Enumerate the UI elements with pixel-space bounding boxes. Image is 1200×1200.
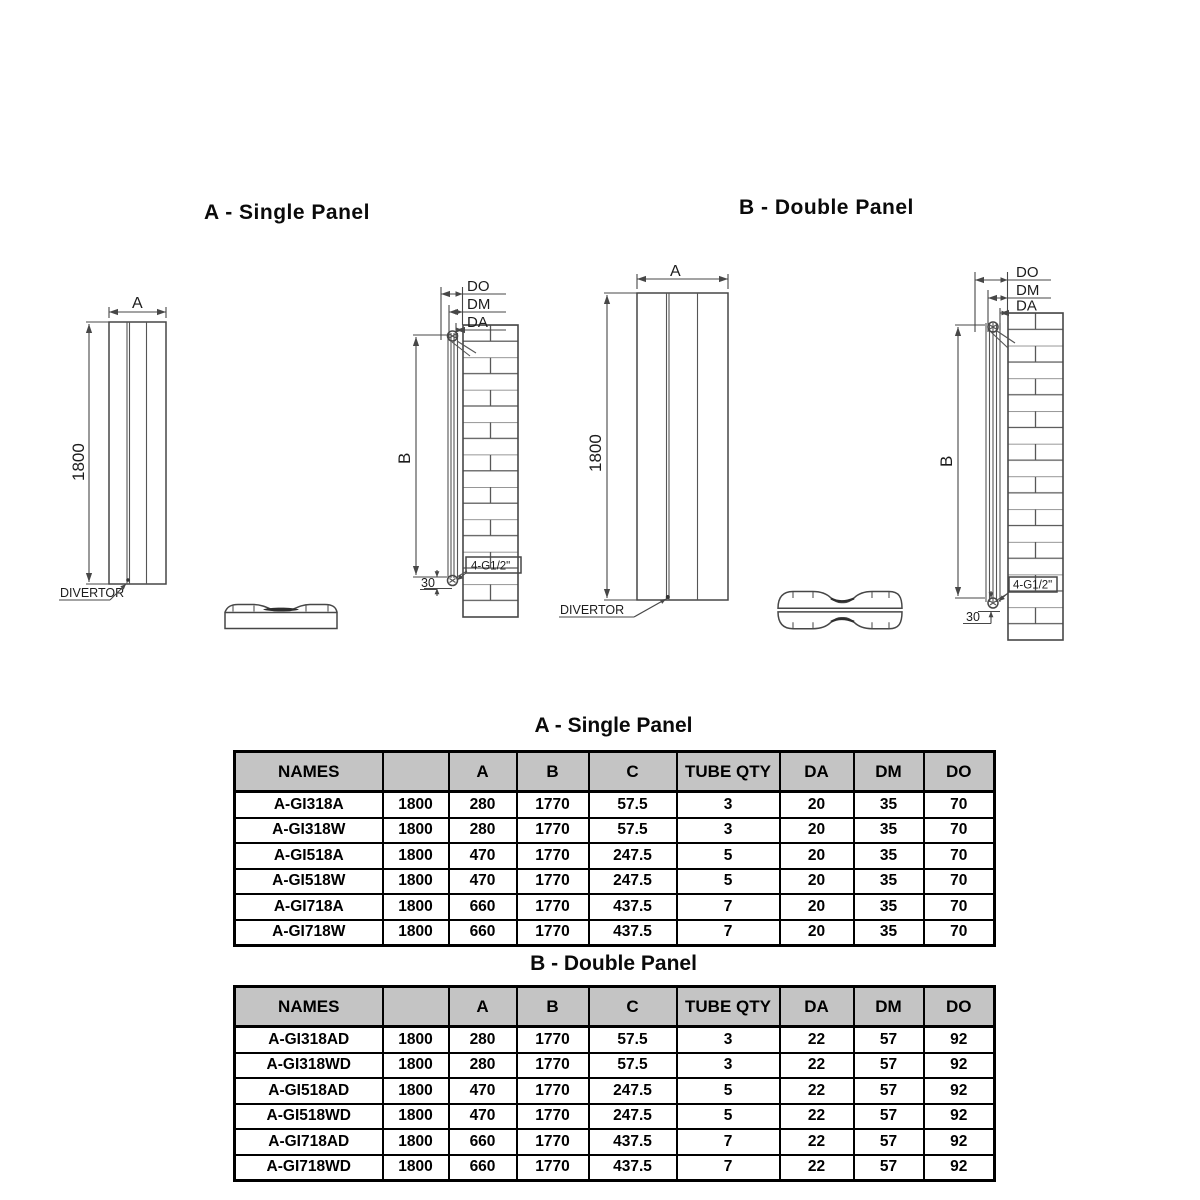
- cell: 22: [780, 1104, 854, 1130]
- cell: A-GI318WD: [235, 1053, 383, 1079]
- header-cell: DA: [780, 987, 854, 1027]
- cell: 5: [677, 1104, 780, 1130]
- cell: 57.5: [589, 1053, 677, 1079]
- table-title-single: A - Single Panel: [534, 714, 693, 737]
- cell: 57: [854, 1129, 924, 1155]
- cell: 92: [924, 1053, 995, 1079]
- height-dimension: [586, 293, 637, 600]
- label-30: 30: [421, 576, 435, 590]
- cell: 1800: [383, 818, 449, 844]
- section-title-double: B - Double Panel: [739, 196, 914, 219]
- cell: 1800: [383, 1078, 449, 1104]
- single-panel-top-view: [225, 605, 337, 629]
- cell: 1800: [383, 1027, 449, 1053]
- table-row: [235, 1027, 995, 1053]
- cell: 1770: [517, 1078, 589, 1104]
- header-cell: DA: [780, 752, 854, 792]
- cell: A-GI718AD: [235, 1129, 383, 1155]
- cell: 437.5: [589, 1129, 677, 1155]
- label-dm: DM: [1016, 282, 1040, 299]
- label-da: DA: [1016, 297, 1037, 315]
- cell: 1800: [383, 1155, 449, 1181]
- label-1800: 1800: [69, 443, 88, 481]
- cell: 57.5: [589, 818, 677, 844]
- divertor-tube-end: [126, 578, 130, 582]
- cell: A-GI718WD: [235, 1155, 383, 1181]
- cell: A-GI518A: [235, 843, 383, 869]
- cell: 437.5: [589, 894, 677, 920]
- cell: 92: [924, 1104, 995, 1130]
- height-dimension-b: [395, 335, 447, 577]
- cell: 35: [854, 894, 924, 920]
- double-panel-top-view: [778, 592, 902, 629]
- table-row: [235, 792, 995, 818]
- cell: 57: [854, 1104, 924, 1130]
- header-cell: A: [449, 752, 517, 792]
- label-a: A: [132, 295, 143, 312]
- label-b: B: [395, 452, 414, 464]
- cell: 1770: [517, 1155, 589, 1181]
- cell: 1800: [383, 1104, 449, 1130]
- cell: 57: [854, 1053, 924, 1079]
- table-row: [235, 1053, 995, 1079]
- label-do: DO: [1016, 264, 1039, 281]
- cell: 5: [677, 843, 780, 869]
- label-a: A: [670, 263, 681, 280]
- cell: 20: [780, 894, 854, 920]
- table-title-double: B - Double Panel: [530, 952, 697, 975]
- header-cell: B: [517, 987, 589, 1027]
- cell: 22: [780, 1053, 854, 1079]
- double-panel-front-view: [559, 263, 728, 617]
- cell: 1770: [517, 1027, 589, 1053]
- cell: 1770: [517, 818, 589, 844]
- header-cell: NAMES: [235, 752, 383, 792]
- divertor-callout: [59, 584, 126, 600]
- table-header-row: [235, 752, 995, 792]
- cell: A-GI318W: [235, 818, 383, 844]
- header-cell: [383, 987, 449, 1027]
- table-row: [235, 920, 995, 946]
- cell: 660: [449, 1129, 517, 1155]
- table-row: [235, 1104, 995, 1130]
- header-cell: B: [517, 752, 589, 792]
- header-cell: DO: [924, 987, 995, 1027]
- cell: 1800: [383, 894, 449, 920]
- cell: 20: [780, 869, 854, 895]
- cell: 660: [449, 894, 517, 920]
- cell: 20: [780, 792, 854, 818]
- label-1800: 1800: [586, 434, 605, 472]
- cell: 1770: [517, 920, 589, 946]
- label-do: DO: [467, 278, 490, 295]
- cell: 247.5: [589, 1078, 677, 1104]
- label-30: 30: [966, 610, 980, 624]
- cell: 5: [677, 869, 780, 895]
- cell: 1800: [383, 843, 449, 869]
- cell: 70: [924, 792, 995, 818]
- cell: 22: [780, 1129, 854, 1155]
- table-row: [235, 843, 995, 869]
- cell: 247.5: [589, 843, 677, 869]
- cell: 3: [677, 1053, 780, 1079]
- cell: 92: [924, 1027, 995, 1053]
- cell: 470: [449, 1078, 517, 1104]
- header-cell: C: [589, 752, 677, 792]
- divertor-tube-end: [666, 595, 670, 599]
- table-row: [235, 1129, 995, 1155]
- cell: 35: [854, 792, 924, 818]
- cell: 20: [780, 920, 854, 946]
- cell: 280: [449, 818, 517, 844]
- header-cell: A: [449, 987, 517, 1027]
- label-divertor: DIVERTOR: [60, 586, 125, 600]
- table-row: [235, 894, 995, 920]
- cell: 20: [780, 818, 854, 844]
- header-cell: DM: [854, 987, 924, 1027]
- cell: 1770: [517, 894, 589, 920]
- header-cell: NAMES: [235, 987, 383, 1027]
- cell: 247.5: [589, 1104, 677, 1130]
- cell: 70: [924, 869, 995, 895]
- cell: 57.5: [589, 1027, 677, 1053]
- width-dimension: [109, 295, 166, 318]
- cell: 3: [677, 792, 780, 818]
- cell: 660: [449, 1155, 517, 1181]
- double-panel-side-view: [937, 264, 1063, 640]
- cell: A-GI518AD: [235, 1078, 383, 1104]
- cell: 22: [780, 1078, 854, 1104]
- table-header-row: [235, 987, 995, 1027]
- cell: 470: [449, 843, 517, 869]
- cell: 35: [854, 869, 924, 895]
- section-title-single: A - Single Panel: [204, 201, 370, 224]
- table-row: [235, 1155, 995, 1181]
- cell: A-GI318A: [235, 792, 383, 818]
- cell: 35: [854, 818, 924, 844]
- label-dm: DM: [467, 296, 491, 313]
- cell: 7: [677, 1129, 780, 1155]
- cell: 1800: [383, 1053, 449, 1079]
- double-panel-table: [233, 985, 996, 1182]
- cell: 280: [449, 1053, 517, 1079]
- cell: 247.5: [589, 869, 677, 895]
- cell: 1800: [383, 792, 449, 818]
- cell: 1770: [517, 792, 589, 818]
- cell: 35: [854, 843, 924, 869]
- header-cell: DO: [924, 752, 995, 792]
- label-thread: 4-G1/2": [1013, 579, 1053, 592]
- cell: 470: [449, 869, 517, 895]
- cell: 1770: [517, 843, 589, 869]
- cell: 1770: [517, 1104, 589, 1130]
- cell: 437.5: [589, 1155, 677, 1181]
- header-cell: TUBE QTY: [677, 752, 780, 792]
- cell: 57: [854, 1155, 924, 1181]
- table-row: [235, 1078, 995, 1104]
- cell: A-GI318AD: [235, 1027, 383, 1053]
- width-dimension: [637, 263, 728, 289]
- cell: 1800: [383, 1129, 449, 1155]
- cell: 70: [924, 818, 995, 844]
- cell: 92: [924, 1129, 995, 1155]
- cell: 57: [854, 1027, 924, 1053]
- single-panel-side-view: [395, 278, 521, 617]
- cell: 5: [677, 1078, 780, 1104]
- cell: 470: [449, 1104, 517, 1130]
- cell: 660: [449, 920, 517, 946]
- cell: A-GI718W: [235, 920, 383, 946]
- header-cell: TUBE QTY: [677, 987, 780, 1027]
- header-cell: [383, 752, 449, 792]
- single-panel-front-view: [59, 295, 166, 600]
- cell: 1800: [383, 920, 449, 946]
- cell: 3: [677, 1027, 780, 1053]
- cell: 22: [780, 1155, 854, 1181]
- cell: 20: [780, 843, 854, 869]
- header-cell: C: [589, 987, 677, 1027]
- cell: 280: [449, 792, 517, 818]
- panel-outline: [109, 322, 166, 584]
- cell: 1800: [383, 869, 449, 895]
- height-dimension-b: [937, 325, 985, 598]
- technical-drawings: [0, 180, 1200, 680]
- cell: 7: [677, 920, 780, 946]
- table-row: [235, 818, 995, 844]
- cell: 3: [677, 818, 780, 844]
- divertor-callout: [559, 599, 666, 617]
- cell: 70: [924, 843, 995, 869]
- cell: 70: [924, 920, 995, 946]
- cell: 22: [780, 1027, 854, 1053]
- cell: 92: [924, 1155, 995, 1181]
- header-cell: DM: [854, 752, 924, 792]
- cell: 92: [924, 1078, 995, 1104]
- cell: A-GI518W: [235, 869, 383, 895]
- height-dimension: [69, 322, 109, 584]
- cell: 57: [854, 1078, 924, 1104]
- cell: 1770: [517, 869, 589, 895]
- panel-outline: [637, 293, 728, 600]
- cell: 7: [677, 894, 780, 920]
- cell: 7: [677, 1155, 780, 1181]
- label-thread: 4-G1/2": [471, 560, 511, 573]
- cell: 1770: [517, 1053, 589, 1079]
- label-divertor: DIVERTOR: [560, 603, 625, 617]
- bottom-offset-dimension: [420, 570, 452, 596]
- cell: A-GI718A: [235, 894, 383, 920]
- cell: 57.5: [589, 792, 677, 818]
- cell: 437.5: [589, 920, 677, 946]
- cell: 1770: [517, 1129, 589, 1155]
- cell: 280: [449, 1027, 517, 1053]
- table-row: [235, 869, 995, 895]
- cell: A-GI518WD: [235, 1104, 383, 1130]
- label-b: B: [937, 455, 956, 467]
- single-panel-table: [233, 750, 996, 947]
- cell: 35: [854, 920, 924, 946]
- cell: 70: [924, 894, 995, 920]
- label-da: DA: [467, 314, 488, 331]
